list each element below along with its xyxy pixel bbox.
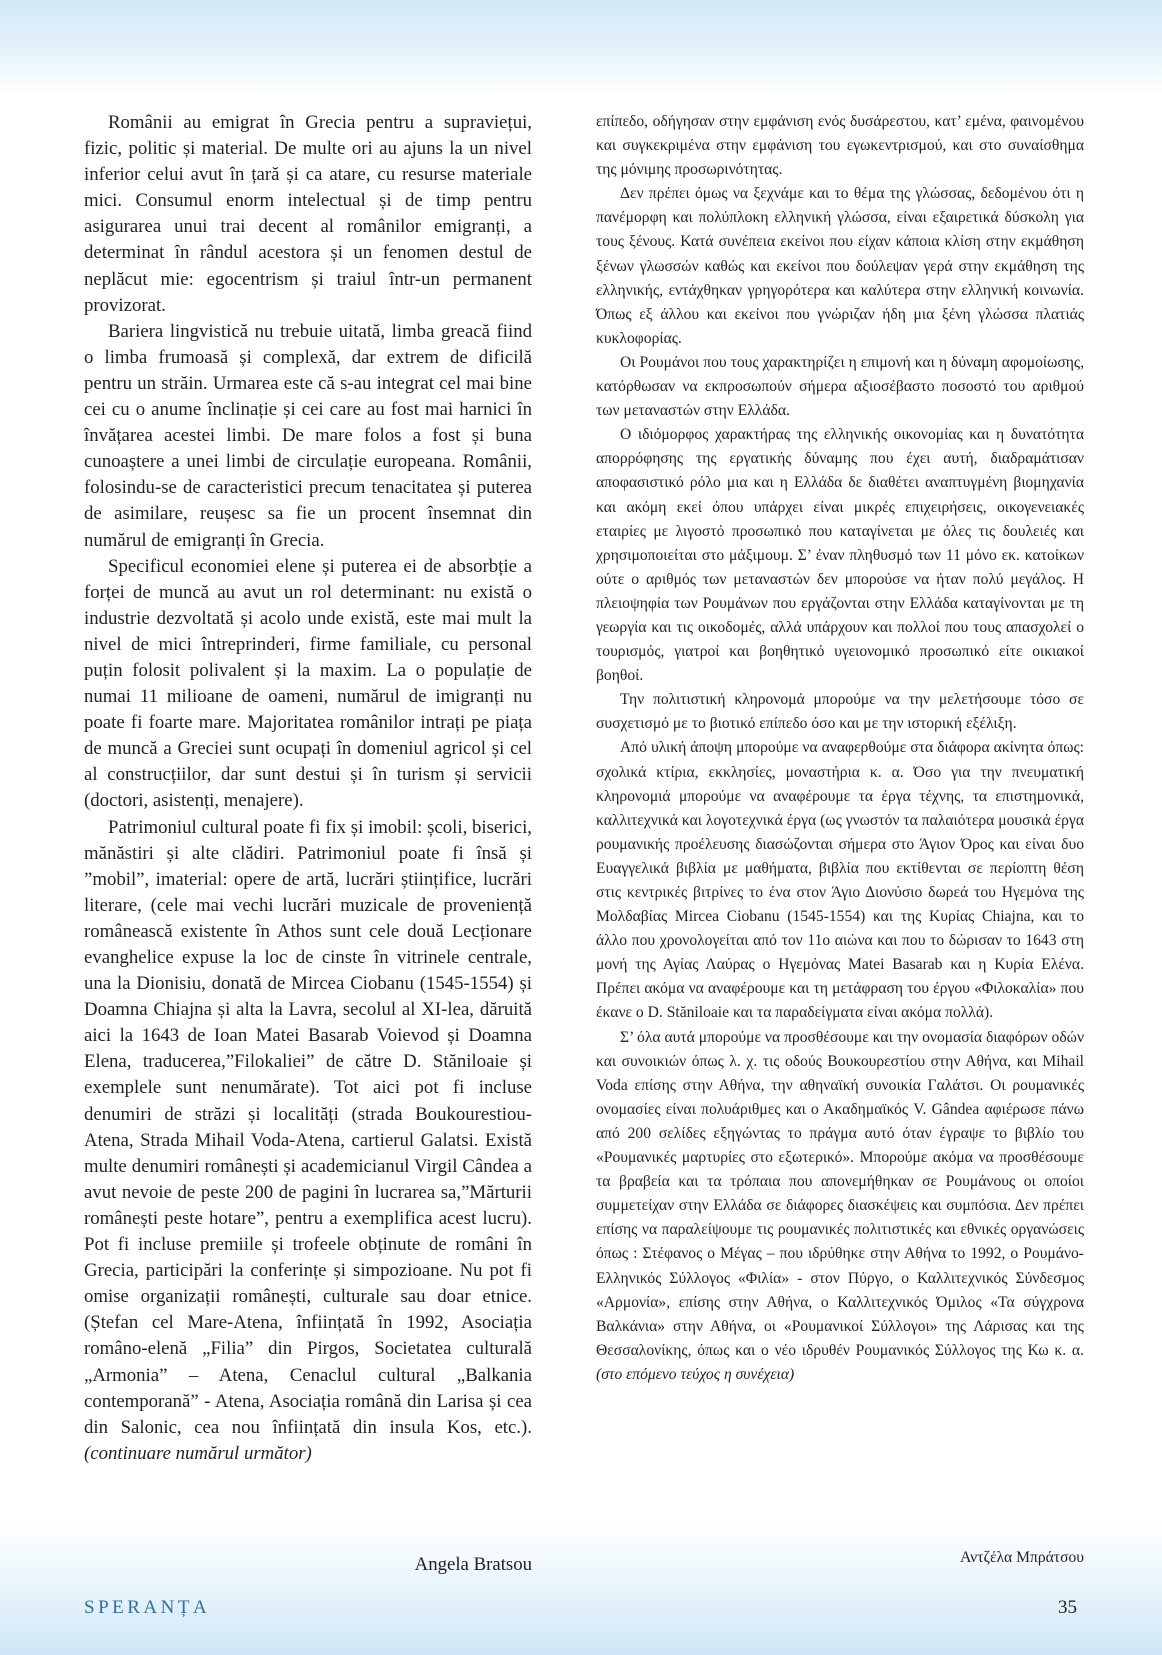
- paragraph: επίπεδο, οδήγησαν στην εμφάνιση ενός δυσάρεστου, κατ’ εμένα, φαινομένου και συγκεκριμένα στην εμφάνιση του εγωκεντρισμού, και στο συναίσθημα της μόνιμης προσωρινότητας.: [596, 113, 1084, 179]
- paragraph-text: Patrimoniul cultural poate fi fix și imobil: școli, biserici, mănăstiri și alte clădiri. Patrimoniul poate fi însă și ”mobil”, imaterial: opere de artă, lucrări științifice, lucrări literare, (cele mai vechi lucrări muzicale de proveniență românească existente în Athos sunt cele două Lecționare evanghelice expuse la loc de cinste în vitrinele centrale, una la Dionisiu, donată de Mircea Ciobanu (1545-1554) și Doamna Chiajna și alta la Lavra, secolul al XI-lea, dăruită aici la 1643 de Ioan Matei Basarab Voievod și Doamna Elena, traducerea,”Filokaliei” de către D. Stăniloaie și exemplele sunt nenumărate). Tot aici pot fi incluse denumiri de străzi și localități (strada Boukourestiou-Atena, Strada Mihail Voda-Atena, cartierul Galatsi. Există multe denumiri românești și academicianul Virgil Cândea a avut nevoie de peste 200 de pagini în lucrarea sa,”Mărturii românești peste hotare”, pentru a exemplifica acest lucru). Pot fi incluse premiile și trofeele obținute de români în Grecia, participări la conferințe și simpozioane. Nu pot fi omise organizații românești, culturale sau doar etnice. (Ștefan cel Mare-Atena, înființată în 1992, Asociația româno-elenă „Filia” din Pirgos, Societatea culturală „Armonia” – Atena, Cenaclul cultural „Balkania contemporană” - Atena, Asociația română din Larisa și cea din Salonic, cea nou înființată din insula Kos, etc.).: [84, 816, 532, 1438]
- greek-text-column: [596, 110, 1084, 1387]
- author-signature-romanian: Angela Bratsou: [414, 1554, 532, 1575]
- continuation-note: (continuare numărul următor): [84, 1442, 312, 1464]
- romanian-text-column: [84, 110, 532, 1467]
- paragraph-last: [84, 815, 532, 1467]
- paragraph: Από υλική άποψη μπορούμε να αναφερθούμε στα διάφορα ακίνητα όπως: σχολικά κτίρια, εκκλησίες, μοναστήρια κ. α. Όσο για την πνευματική κληρονομιά μπορούμε να αναφέρουμε τα έργα τέχνης, τα επιστημονικά, καλλιτεχνικά και λογοτεχνικά έργα (ως γνωστόν τα παλαιότερα μουσικά έργα ρουμανικής προέλευσης διασώζονται σήμερα στο Άγιον Όρος και είναι δυο Ευαγγελικά βιβλία με μαθήματα, βιβλία που εκτίθενται σε περίοπτη θέση στις κεντρικές βιτρίνες το ένα στον Άγιο Διονύσιο δωρεά του Ηγεμόνα της Μολδαβίας Mircea Ciobanu (1545-1554) και της Κυρίας Chiajna, και το άλλο που χρονολογείται από τον 11ο αιώνα και που το δώρισαν το 1643 στη μονή της Αγίας Λαύρας ο Ηγεμόνας Matei Basarab και η Κυρία Ελένα. Πρέπει ακόμα να αναφέρουμε και τη μετάφραση του έργου «Φιλοκαλία» που έκανε ο D. Stăniloaie και τα παραδείγματα είναι ακόμα πολλά).: [596, 739, 1084, 1022]
- header-gradient-band: [0, 0, 1162, 95]
- magazine-title: SPERANȚA: [84, 1597, 211, 1618]
- paragraph: Δεν πρέπει όμως να ξεχνάμε και το θέμα της γλώσσας, δεδομένου ότι η πανέμορφη και πολύπλοκη ελληνική γλώσσα, είναι εξαιρετικά δύσκολη για τους ξένους. Κατά συνέπεια εκείνοι που είχαν κάποια κλίση στην εκμάθηση ξένων γλωσσών καθώς και εκείνοι που δούλεψαν γερά στην εκμάθηση της ελληνικής, εντάχθηκαν γρηγορότερα και καλύτερα στην ελληνική κοινωνία. Όπως εξ άλλου και εκείνοι που γνώριζαν ήδη μια ξένη γλώσσα πλατιάς κυκλοφορίας.: [596, 185, 1084, 347]
- paragraph-last: [596, 1026, 1084, 1387]
- paragraph: Την πολιτιστική κληρονομά μπορούμε να την μελετήσουμε τόσο σε συσχετισμό με το βιοτικό επίπεδο όσο και με την ιστορική εξέλιξη.: [596, 691, 1084, 733]
- paragraph: Specificul economiei elene și puterea ei de absorbție a forței de muncă au avut un rol determinant: nu există o industrie dezvoltată și acolo unde există, este mai mult la nivel de mici întreprinderi, firme familiale, cu personal puțin folosit polivalent și la maxim. La o populație de numai 11 milioane de oameni, numărul de imigranți nu poate fi foarte mare. Majoritatea românilor intrați pe piața de muncă a Greciei sunt ocupați în domeniul agricol și cel al construcțiilor, dar sunt destui și în turism și servicii (doctori, asistenți, menajere).: [84, 555, 532, 812]
- paragraph-text: Σ’ όλα αυτά μπορούμε να προσθέσουμε και την ονομασία διαφόρων οδών και συνοικιών όπως λ. χ. τις οδούς Βουκουρεστίου στην Αθήνα, και Mihail Voda επίσης στην Αθήνα, την αθηναϊκή συνοικία Γαλάτσι. Οι ρουμανικές ονομασίες είναι πολυάριθμες και ο Ακαδημαϊκός V. Gândea αφιέρωσε πάνω από 200 σελίδες εξηγώντας το πράγμα αυτό όταν έγραψε το βιβλίο του «Ρουμανικές μαρτυρίες στο εξωτερικό». Μπορούμε ακόμα να προσθέσουμε τα βραβεία και τα τρόπαια που απονεμήθηκαν σε Ρουμάνους οι οποίοι συμμετείχαν στην Ελλάδα σε διάφορες διασκέψεις και συμπόσια. Δεν πρέπει επίσης να παραλείψουμε τις ρουμανικές πολιτιστικές και εθνικές οργανώσεις όπως : Στέφανος ο Μέγας – που ιδρύθηκε στην Αθήνα το 1992, ο Ρουμάνο-Ελληνικός Σύλλογος «Φιλία» - στον Πύργο, ο Καλλιτεχνικός Σύνδεσμος «Αρμονία», επίσης στην Αθήνα, ο Καλλιτεχνικός Όμιλος «Τα σύγχρονα Βαλκάνια» στην Αθήνα, οι «Ρουμανικοί Σύλλογοι» της Λάρισας και της Θεσσαλονίκης, όπως και ο νέο ιδρυθέν Ρουμανικός Σύλλογος της Κω κ. α.: [596, 1028, 1084, 1359]
- paragraph: Bariera lingvistică nu trebuie uitată, limba greacă fiind o limba frumoasă și complexă, dar extrem de dificilă pentru un străin. Urmarea este că s-au integrat cel mai bine cei cu o anume înclinație și cei care au fost mai harnici în învățarea acestei limbi. De mare folos a fost și buna cunoaștere a unei limbi de circulație europeana. Românii, folosindu-se de caracteristici precum tenacitatea și puterea de asimilare, reușesc sa fie un procent însemnat din numărul de emigranți în Grecia.: [84, 320, 532, 551]
- paragraph: Οι Ρουμάνοι που τους χαρακτηρίζει η επιμονή και η δύναμη αφομοίωσης, κατόρθωσαν να εκπροσωπούν σήμερα αξιοσέβαστο ποσοστό του αριθμού των μεταναστών στην Ελλάδα.: [596, 353, 1084, 420]
- paragraph: Românii au emigrat în Grecia pentru a supraviețui, fizic, politic și material. De multe ori au ajuns la un nivel inferior celui avut în țară și ca atare, cu resurse materiale mici. Consumul enorm intelectual și de timp pentru asigurarea unui trai decent al românilor emigranți, a determinat în rândul acestora și un fenomen destul de neplăcut mie: egocentrism și traiul într-un permanent provizorat.: [84, 112, 532, 316]
- author-signature-greek: Αντζέλα Μπράτσου: [960, 1549, 1084, 1566]
- continuation-note: (στο επόμενο τεύχος η συνέχεια): [596, 1365, 795, 1383]
- page-number: 35: [1058, 1597, 1077, 1618]
- paragraph: Ο ιδιόμορφος χαρακτήρας της ελληνικής οικονομίας και η δυνατότητα απορρόφησης της εργατικής δύναμης που έχει αυτή, διαδραμάτισαν αποφασιστικό ρόλο μια και η Ελλάδα δε διαθέτει αναπτυγμένη βιομηχανία και ακόμη εκεί όπου υπάρχει είναι μικρές επιχειρήσεις, οικογενειακές εταιρίες με λιγοστό προσωπικό που καταγίνεται με όλες τις δουλειές και χρησιμοποιείται στο μάξιμουμ. Σ’ έναν πληθυσμό των 11 μόνο εκ. κατοίκων ούτε ο αριθμός των μεταναστών δεν μπορούσε να ήταν πολύ μεγάλος. Η πλειοψηφία των Ρουμάνων που εργάζονται στην Ελλάδα καταγίνονται με τη γεωργία και τις οικοδομές, αλλά υπάρχουν και πολλοί που τους απασχολεί ο τουρισμός, γιατροί και βοηθητικό υγειονομικό προσωπικό είτε οικιακοί βοηθοί.: [596, 426, 1084, 685]
- footer-gradient-band: [0, 1525, 1162, 1655]
